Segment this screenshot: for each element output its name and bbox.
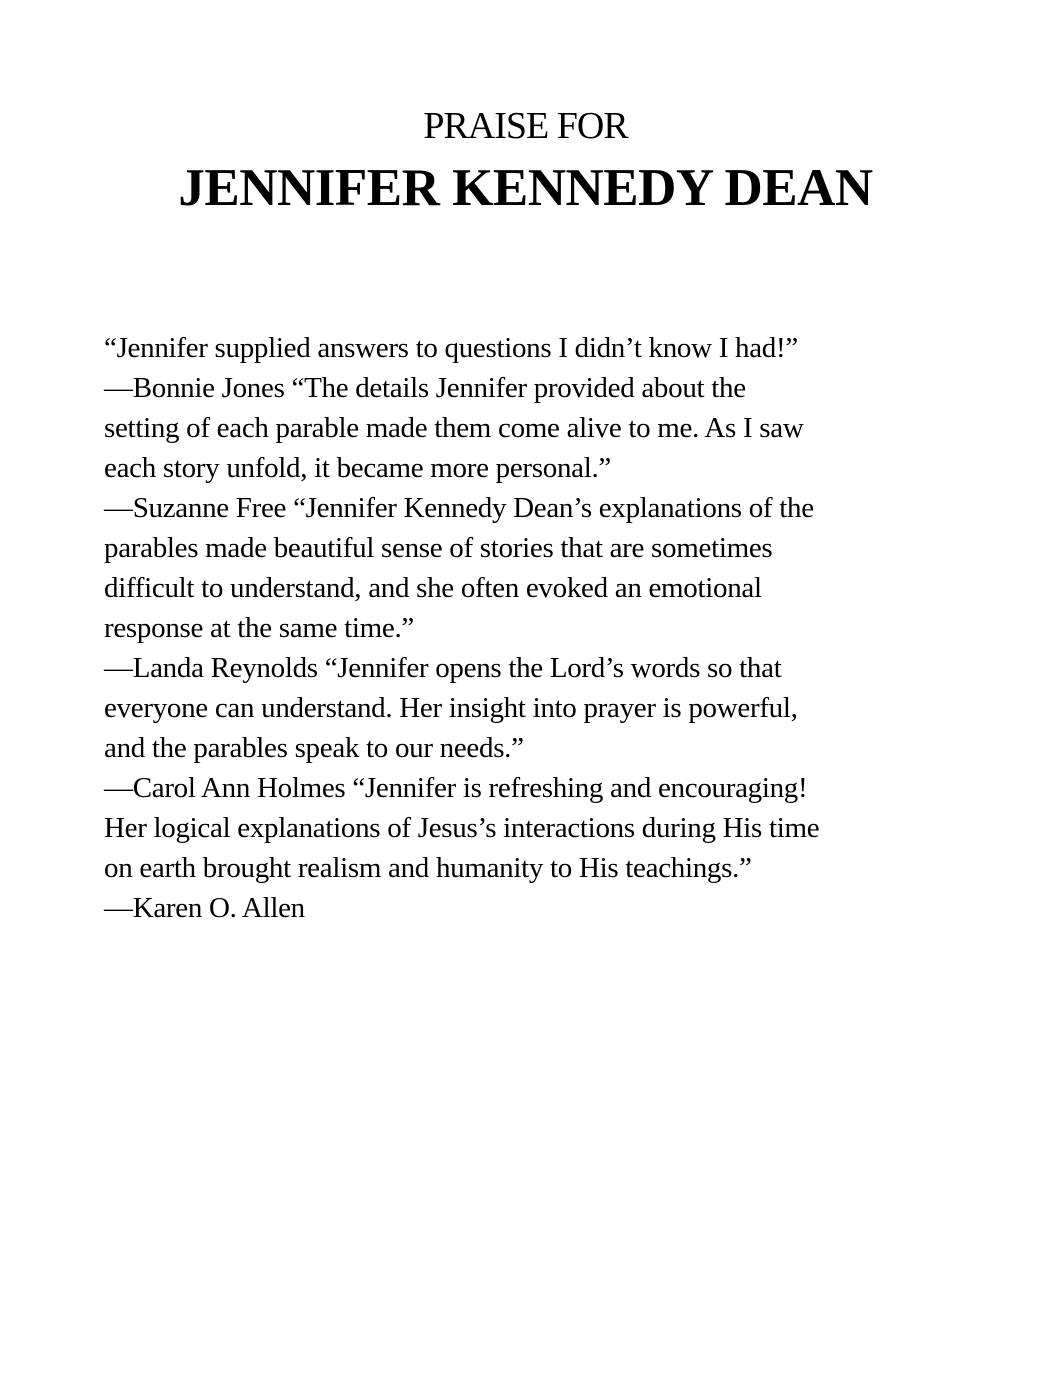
heading-subtitle: PRAISE FOR bbox=[423, 105, 628, 147]
text-line: —Bonnie Jones “The details Jennifer provided about the bbox=[104, 372, 746, 404]
text-line: —Karen O. Allen bbox=[104, 892, 305, 924]
text-line: —Suzanne Free “Jennifer Kennedy Dean’s explanations of the bbox=[104, 492, 814, 524]
text-line: and the parables speak to our needs.” bbox=[104, 732, 524, 764]
page-heading bbox=[0, 104, 1051, 218]
praise-quotes bbox=[104, 328, 964, 928]
text-line: parables made beautiful sense of stories that are sometimes bbox=[104, 532, 773, 564]
text-line: each story unfold, it became more personal.” bbox=[104, 452, 611, 484]
text-line: —Landa Reynolds “Jennifer opens the Lord’s words so that bbox=[104, 652, 782, 684]
heading-title: JENNIFER KENNEDY DEAN bbox=[178, 159, 873, 217]
text-line: response at the same time.” bbox=[104, 612, 414, 644]
text-line: “Jennifer supplied answers to questions I didn’t know I had!” bbox=[104, 332, 798, 364]
text-line: —Carol Ann Holmes “Jennifer is refreshing and encouraging! bbox=[104, 772, 808, 804]
text-line: everyone can understand. Her insight into prayer is powerful, bbox=[104, 692, 798, 724]
text-line: setting of each parable made them come alive to me. As I saw bbox=[104, 412, 804, 444]
text-line: Her logical explanations of Jesus’s interactions during His time bbox=[104, 812, 820, 844]
text-line: difficult to understand, and she often evoked an emotional bbox=[104, 572, 762, 604]
text-line: on earth brought realism and humanity to His teachings.” bbox=[104, 852, 752, 884]
